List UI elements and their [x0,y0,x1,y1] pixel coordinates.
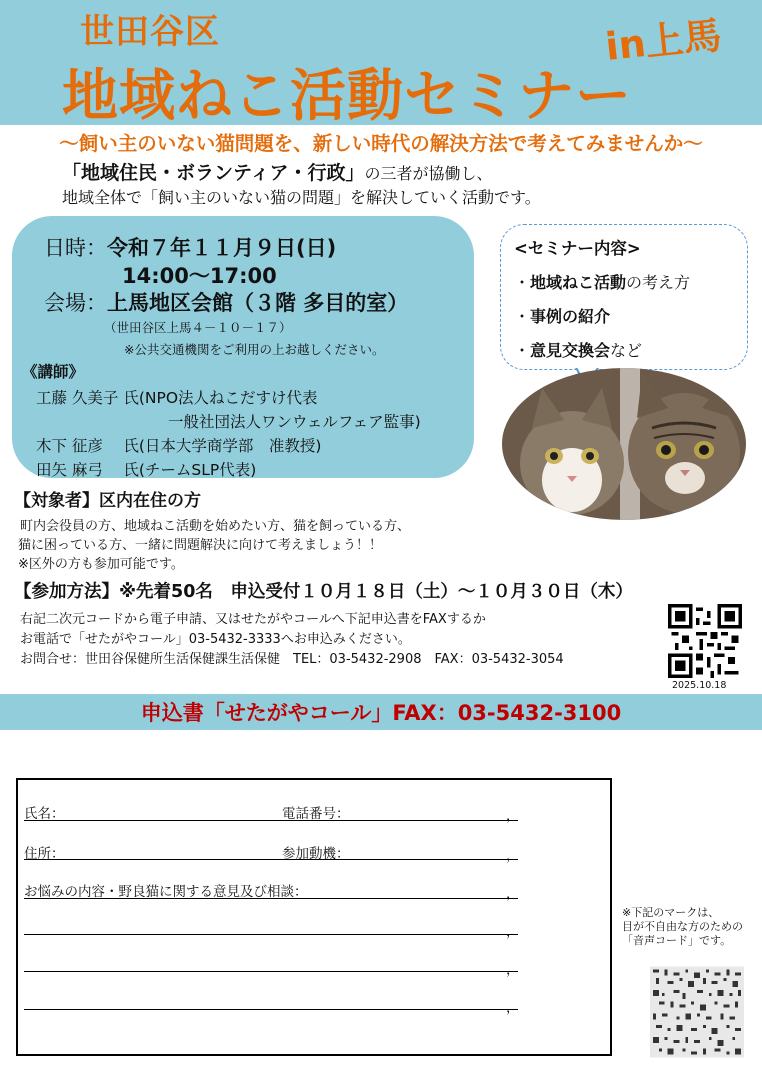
address-label: 住所： [24,846,65,862]
comma-2: ， [506,848,520,864]
contact-line: お問合せ：世田谷保健所生活保健課生活保健 TEL：03-5432-2908 FAX：03-5432-3054 [20,652,564,667]
name-label: 氏名： [24,806,65,822]
date-row [44,232,336,262]
venue-address: （世田谷区上馬４－１０－１７） [104,320,292,335]
method-line-2: お電話で「せたがやコール」03-5432-3333へお申込みください。 [20,632,411,647]
lecturer-1: 工藤 久美子 氏(NPO法人ねこだすけ代表 [36,389,318,407]
time-value: 14:00〜17:00 [122,264,277,288]
comma-5: ， [506,962,520,978]
venue-label: 会場： [44,291,107,315]
concerns-field-1[interactable] [24,898,518,899]
name-phone-field[interactable] [24,820,518,821]
fax-number: 申込書「せたがやコール」FAX：03-5432-3100 [140,701,622,725]
comma-3: ， [506,886,520,902]
intro-line-1 [62,158,493,185]
cat-photo-icon [502,368,746,520]
intro-line-2: 地域全体で「飼い主のいない猫の問題」を解決していく活動です。 [62,188,541,207]
lecturer-heading: 《講師》 [22,363,85,381]
concerns-field-4[interactable] [24,1009,518,1010]
subtitle: 〜飼い主のいない猫問題を、新しい時代の解決方法で考えてみませんか〜 [59,132,703,155]
ward-name: 世田谷区 [80,12,220,52]
page-title: 地域ねこ活動セミナー [62,64,632,129]
seminar-item-3: ・意見交換会など [514,341,643,360]
seminar-content-title: <セミナー内容> [514,239,641,258]
date-label: 日時： [44,236,107,260]
lecturer-1-title: 一般社団法人ワンウェルフェア監事) [168,413,421,431]
seminar-item-1: ・地域ねこ活動の考え方 [514,273,691,292]
comma-6: ， [506,1000,520,1016]
lecturer-3: 田矢 麻弓 氏(チームSLP代表) [36,461,257,479]
target-line-2: 猫に困っている方、一緒に問題解決に向けて考えましょう！！ [18,538,383,553]
comma-4: ， [506,924,520,940]
venue-row [44,287,408,317]
target-heading: 【対象者】区内在住の方 [14,491,201,511]
address-motive-field[interactable] [24,859,518,860]
concerns-field-3[interactable] [24,971,518,972]
concerns-field-2[interactable] [24,934,518,935]
qr-date: 2025.10.18 [672,680,727,691]
target-line-3: ※区外の方も参加可能です。 [18,557,184,572]
intro-line-1-rest: の三者が協働し、 [364,164,493,183]
time-row [122,260,277,290]
application-qr-code-icon[interactable] [668,604,742,678]
seminar-item-2: ・事例の紹介 [514,307,611,326]
concerns-label: お悩みの内容・野良猫に関する意見及び相談： [24,884,308,900]
transit-note: ※公共交通機関をご利用の上お越しください。 [124,342,385,357]
lecturer-2: 木下 征彦 氏(日本大学商学部 准教授) [36,437,322,455]
method-line-1: 右記二次元コードから電子申請、又はせたがやコールへ下記申込書をFAXするか [20,612,486,627]
location-tag: in上馬 [603,13,724,69]
voice-code-icon [650,966,744,1058]
comma-1: ， [506,808,520,824]
voice-code-note: ※下記のマークは、 目が不自由な方のための 「音声コード」です。 [622,906,743,947]
intro-emphasis: 「地域住民・ボランティア・行政」 [62,162,365,184]
date-value: 令和７年１１月９日(日) [107,236,337,260]
venue-value: 上馬地区会館（３階 多目的室） [107,291,409,315]
phone-label: 電話番号： [282,806,350,822]
motive-label: 参加動機： [282,846,350,862]
method-heading: 【参加方法】※先着50名 申込受付１０月１８日（土）～１０月３０日（木） [14,582,633,602]
target-line-1: 町内会役員の方、地域ねこ活動を始めたい方、猫を飼っている方、 [20,519,411,534]
